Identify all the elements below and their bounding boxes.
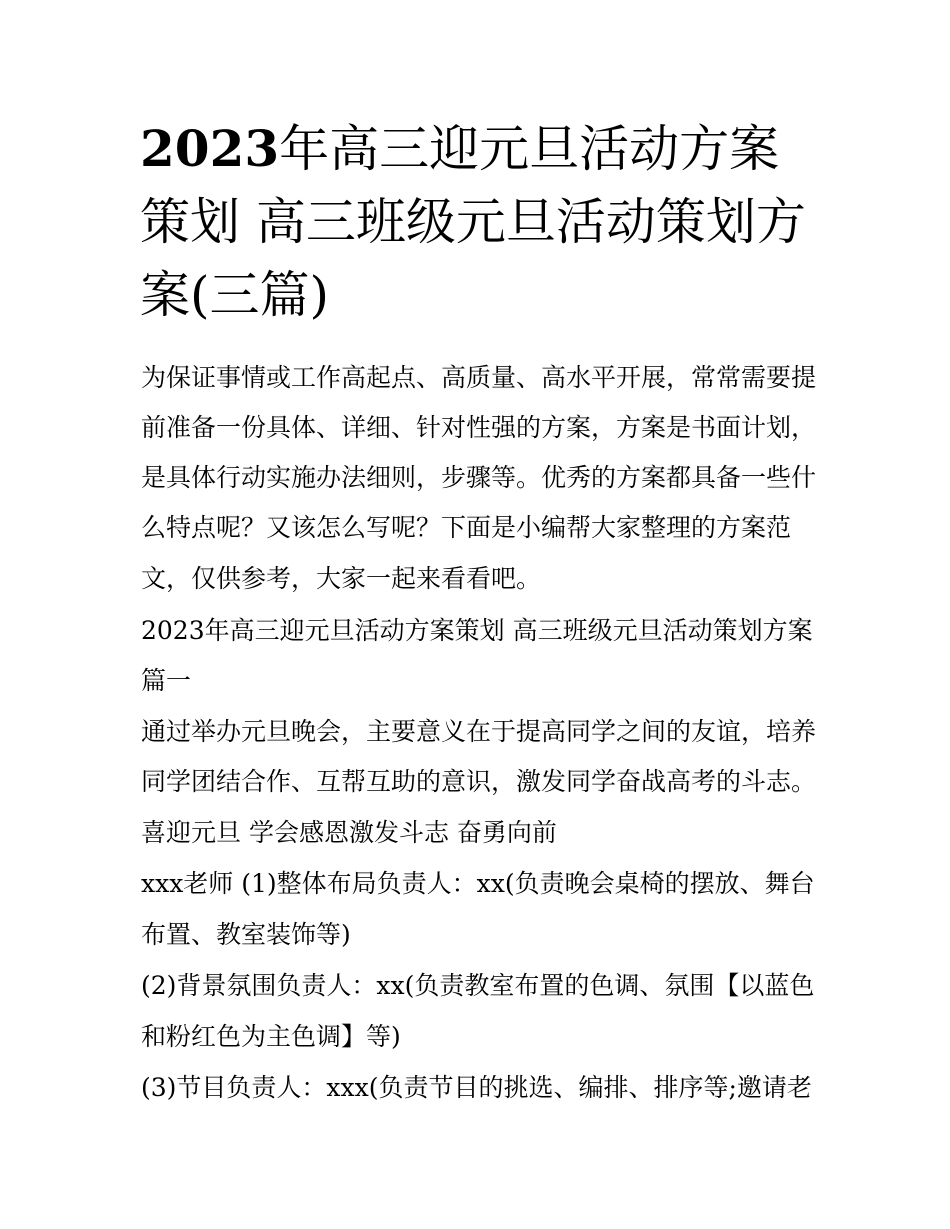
body-line: 前准备一份具体、详细、针对性强的方案，方案是书面计划， — [141, 413, 817, 442]
body-line: 布置、教室装饰等) — [141, 920, 351, 949]
body-line: 文，仅供参考，大家一起来看看吧。 — [141, 564, 542, 593]
body-line: 和粉红色为主色调】等) — [141, 1022, 401, 1051]
section-heading: 2023年高三迎元旦活动方案策划 高三班级元旦活动策划方案 — [141, 616, 813, 645]
body-line: (3)节目负责人：xxx(负责节目的挑选、编排、排序等;邀请老 — [141, 1073, 812, 1102]
document-title — [140, 112, 820, 332]
theme-line: 喜迎元旦 学会感恩激发斗志 奋勇向前 — [141, 818, 557, 847]
body-line: (2)背景氛围负责人：xx(负责教室布置的色调、氛围【以蓝色 — [141, 971, 815, 1000]
body-line: 通过举办元旦晚会，主要意义在于提高同学之间的友谊，培养 — [141, 717, 817, 746]
title-text: 年高三迎元旦活动方案策划 高三班级元旦活动策划方案(三篇) — [140, 120, 806, 324]
body-line: 是具体行动实施办法细则，步骤等。优秀的方案都具备一些什 — [141, 463, 817, 492]
body-line: xxx老师 (1)整体布局负责人：xx(负责晚会桌椅的摆放、舞台 — [141, 869, 815, 898]
section-heading: 篇一 — [141, 666, 192, 695]
body-line: 为保证事情或工作高起点、高质量、高水平开展，常常需要提 — [141, 363, 817, 392]
body-line: 同学团结合作、互帮互助的意识，激发同学奋战高考的斗志。 — [141, 767, 817, 796]
body-line: 么特点呢？又该怎么写呢？下面是小编帮大家整理的方案范 — [141, 513, 792, 542]
title-year: 2023 — [140, 119, 280, 178]
